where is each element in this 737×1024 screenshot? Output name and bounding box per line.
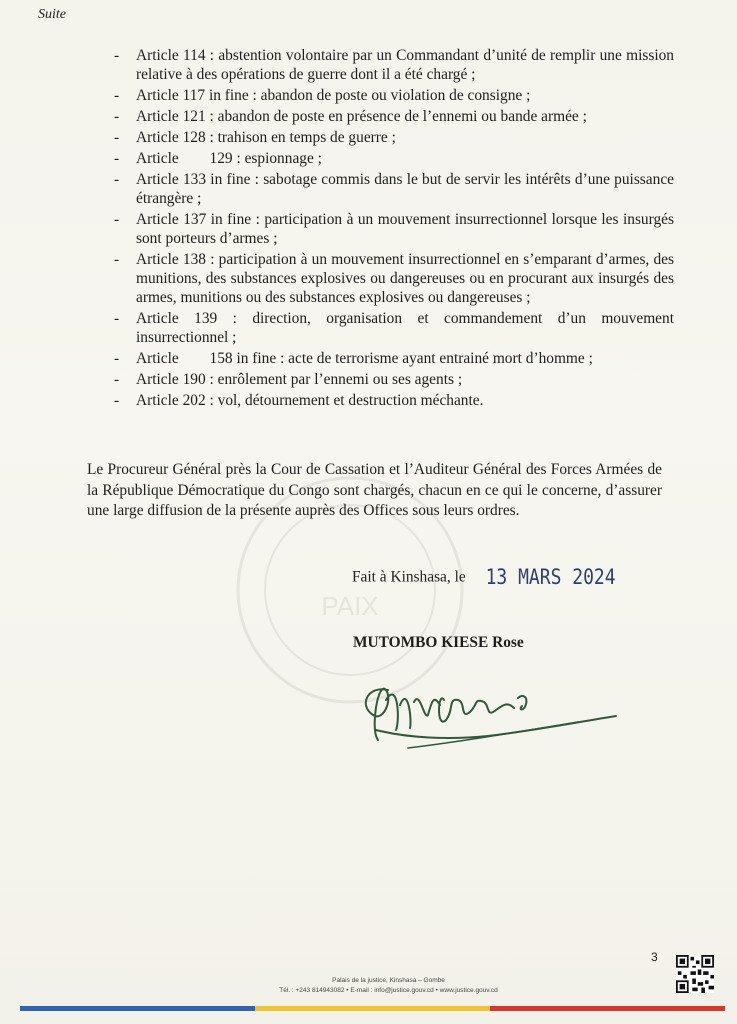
article-item — [114, 391, 674, 410]
article-item — [114, 370, 674, 389]
article-item — [114, 210, 678, 248]
signer-name: MUTOMBO KIESE Rose — [353, 634, 524, 651]
article-text: Article 190 : enrôlement par l’ennemi ou ses agents ; — [136, 371, 463, 388]
article-text: Article 128 : trahison en temps de guerre ; — [136, 129, 396, 146]
article-item — [114, 170, 678, 208]
article-text: Article 114 : abstention volontaire par un Commandant d’unité de remplir une mission relative à des opérations de guerre dont il a été chargé ; — [136, 47, 678, 83]
list-dash: - — [114, 251, 120, 268]
list-dash: - — [114, 108, 120, 125]
article-item — [114, 86, 674, 105]
article-item — [114, 149, 674, 168]
article-text: Article 121 : abandon de poste en présence de l’ennemi ou bande armée ; — [136, 108, 587, 125]
flag-bar-blue — [20, 1006, 255, 1011]
watermark-text: PAIX — [321, 591, 379, 621]
date-stamp: 13 MARS 2024 — [485, 564, 616, 591]
article-item — [114, 128, 674, 147]
flag-bar-red — [490, 1006, 725, 1011]
list-dash: - — [114, 310, 120, 327]
article-text: Article 117 in fine : abandon de poste ou violation de consigne ; — [136, 87, 531, 104]
footer-address: Palais de la justice, Kinshasa – Gombe — [332, 977, 445, 984]
footer — [0, 976, 737, 996]
article-text: Article 129 : espionnage ; — [136, 150, 322, 167]
article-item — [114, 309, 678, 347]
footer-contact: Tél. : +243 814943082 • E-mail : info@justice.gouv.cd • www.justice.gouv.cd — [279, 987, 498, 994]
page-number: 3 — [651, 950, 658, 964]
list-dash: - — [114, 87, 120, 104]
flag-bar-yellow — [255, 1006, 490, 1011]
list-dash: - — [114, 171, 120, 188]
article-item — [114, 46, 678, 84]
list-dash: - — [114, 211, 120, 228]
article-item — [114, 349, 674, 368]
list-dash: - — [114, 371, 120, 388]
suite-label: Suite — [38, 7, 66, 22]
article-text: Article 137 in fine : participation à un mouvement insurrectionnel lorsque les insurgés sont porteurs d’armes ; — [136, 211, 678, 247]
list-dash: - — [114, 129, 120, 146]
article-text: Article 138 : participation à un mouvement insurrectionnel en s’emparant d’armes, des munitions, des substances explosives ou dangereuses ou en procurant aux insurgés des armes, munitions ou des substances explosives ou dangereuses ; — [136, 251, 678, 306]
article-item — [114, 250, 678, 307]
article-text: Article 133 in fine : sabotage commis dans le but de servir les intérêts d’une puissance étrangère ; — [136, 171, 678, 207]
article-text: Article 158 in fine : acte de terrorisme ayant entrainé mort d’homme ; — [136, 350, 593, 367]
place-date-line — [352, 564, 616, 591]
closing-paragraph: Le Procureur Général près la Cour de Cassation et l’Auditeur Général des Forces Armées de la République Démocratique du Congo sont chargés, chacun en ce qui le concerne, d’assurer une large diffusion de la présente auprès des Offices sous leurs ordres. — [87, 461, 662, 519]
article-text: Article 139 : direction, organisation et commandement d’un mouvement insurrectionnel ; — [136, 310, 678, 346]
flag-color-bar — [20, 1006, 725, 1011]
list-dash: - — [114, 350, 120, 367]
list-dash: - — [114, 150, 120, 167]
place-label: Fait à Kinshasa, le — [352, 568, 466, 586]
article-text: Article 202 : vol, détournement et destruction méchante. — [136, 392, 484, 409]
handwritten-signature — [348, 660, 628, 755]
list-dash: - — [114, 392, 120, 409]
article-item — [114, 107, 674, 126]
list-dash: - — [114, 47, 120, 64]
article-list — [114, 46, 678, 412]
